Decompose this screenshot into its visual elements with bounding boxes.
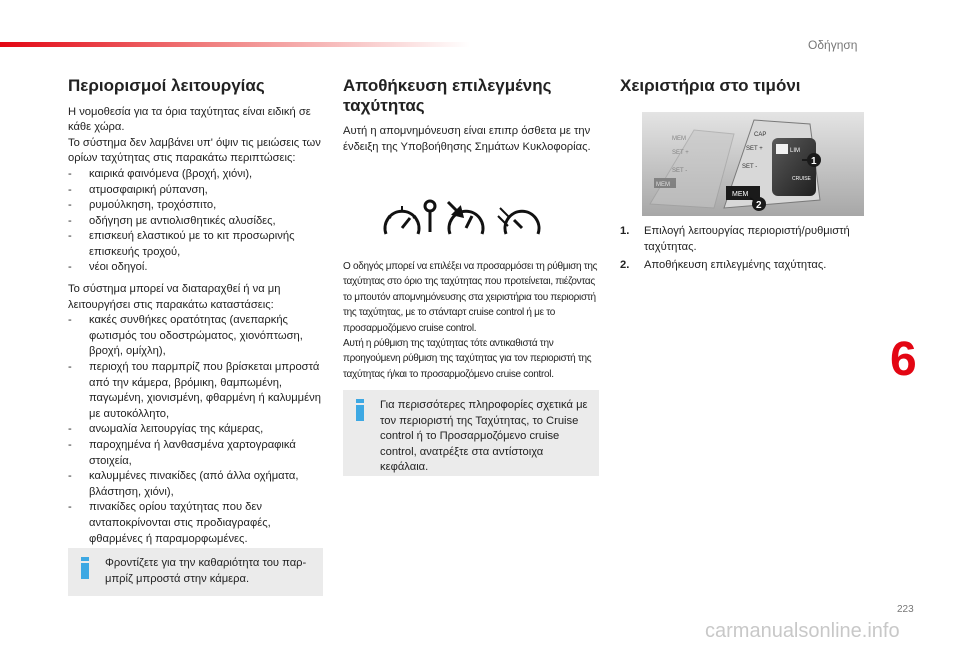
info-text: Φροντίζετε για την καθαριότητα του παρ-μπρίζ μπροστά στην κάμερα. — [105, 557, 307, 585]
limits-intro-2: Το σύστημα δεν λαμβάνει υπ' όψιν τις μειώσεις των ορίων ταχύτητας στις παρακάτω περιπτώσεις: — [68, 136, 321, 165]
info-box-more — [343, 390, 599, 476]
store-speed-heading: Αποθήκευση επιλεγμένης ταχύτητας — [343, 76, 552, 115]
controls-legend — [620, 224, 882, 274]
header-accent-bar — [0, 42, 470, 47]
ghost-set-minus-label: SET - — [672, 168, 688, 174]
info-text: Για περισσότερες πληροφορίες σχετικά με τον περιοριστή της Ταχύτητας, το Cruise control ή το Προσαρμοζόμενο cruise control, ανατρέξτε στα αντίστοιχα κεφάλαια. — [380, 399, 588, 474]
speed-pictograms — [378, 194, 548, 242]
controls-heading: Χειριστήρια στο τιμόνι — [620, 76, 801, 95]
list-item: - νέοι οδηγοί. — [68, 260, 326, 276]
ghost-mem-label: MEM — [656, 182, 670, 188]
ghost-set-plus-label: SET + — [672, 150, 689, 156]
cruise-label: CRUISE — [792, 176, 811, 182]
column-functional-limits — [68, 76, 326, 547]
list-item: 1. Επιλογή λειτουργίας περιοριστή/ρυθμιστή ταχύτητας. — [620, 225, 850, 253]
chapter-number: 6 — [890, 333, 917, 386]
list-item: - παροχημένα ή λανθασμένα χαρτογραφικά στοιχεία, — [68, 438, 326, 469]
mem-button-label: MEM — [732, 191, 749, 198]
list-item: - πινακίδες ορίου ταχύτητας που δεν ανταποκρίνονται στις προδιαγραφές, φθαρμένες ή παραμορφωμένες. — [68, 500, 326, 547]
list-item: - ανωμαλία λειτουργίας της κάμερας, — [68, 422, 326, 438]
info-icon — [81, 557, 89, 579]
limits-list-1 — [68, 167, 326, 276]
limits-heading: Περιορισμοί λειτουργίας — [68, 76, 265, 95]
list-item: - περιοχή του παρμπρίζ που βρίσκεται μπροστά από την κάμερα, βρόμικη, θαμπωμένη, παγωμένη, χιονισμένη, φθαρμένη ή καλυμμένη με αυτοκόλλητο, — [68, 360, 326, 422]
set-minus-label: SET - — [742, 164, 758, 170]
list-item: - ατμοσφαιρική ρύπανση, — [68, 183, 326, 199]
list-item: - οδήγηση με αντιολισθητικές αλυσίδες, — [68, 214, 326, 230]
speedometer-motion-icon — [498, 208, 539, 234]
svg-text:2: 2 — [756, 200, 762, 211]
list-item: - επισκευή ελαστικού με το κιτ προσωρινής επισκευής τροχού, — [68, 229, 326, 260]
watermark: carmanualsonline.info — [705, 620, 900, 642]
info-icon — [356, 399, 364, 421]
cap-label: CAP — [754, 132, 767, 138]
limits-list-2 — [68, 313, 326, 547]
list-item: - κακές συνθήκες ορατότητας (ανεπαρκής φωτισμός του οδοστρώματος, χιονόπτωση, βροχή, ομίχλη), — [68, 313, 326, 360]
speedometer-pin-icon — [385, 201, 435, 234]
list-item: - καλυμμένες πινακίδες (από άλλα οχήματα, βλάστηση, χιόνι), — [68, 469, 326, 500]
ghost-mem-label-top: MEM — [672, 136, 686, 142]
store-speed-intro: Αυτή η απομνημόνευση είναι επιπρ όσθετα με την ένδειξη της Υποβοήθησης Σημάτων Κυκλοφορίας. — [343, 125, 591, 153]
store-speed-body — [343, 259, 601, 382]
page-number: 223 — [897, 604, 914, 615]
column-store-speed — [343, 76, 599, 155]
list-item: - ρυμούλκηση, τροχόσπιτο, — [68, 198, 326, 214]
set-plus-label: SET + — [746, 146, 763, 152]
steering-stalk-illustration — [642, 112, 864, 216]
info-box-camera — [68, 548, 323, 596]
lim-label: LIM — [790, 148, 801, 154]
store-speed-body-1: Ο οδηγός μπορεί να επιλέξει να προσαρμόσει τη ρύθμιση της ταχύτητας στο όριο της ταχύτητας που προτείνεται, πιέζοντας το μπουτόν απομνημόνευσης στα χειριστήρια του περιοριστή της ταχύτητας, με το στάνταρτ cruise control ή με το προσαρμοζόμενο cruise control. — [343, 261, 598, 334]
limits-intro-1: Η νομοθεσία για τα όρια ταχύτητας είναι ειδική σε κάθε χώρα. — [68, 105, 311, 134]
list-item: - καιρικά φαινόμενα (βροχή, χιόνι), — [68, 167, 326, 183]
speedometer-adjust-icon — [448, 202, 483, 234]
svg-text:1: 1 — [811, 156, 817, 167]
section-title: Οδήγηση — [808, 38, 858, 52]
list-item: 2. Αποθήκευση επιλεγμένης ταχύτητας. — [620, 259, 827, 272]
store-speed-body-2: Αυτή η ρύθμιση της ταχύτητας τότε αντικαθιστά την προηγούμενη ρύθμιση της ταχύτητας για τον περιοριστή της ταχύτητας ή/και το προσαρμοζόμενο cruise control. — [343, 338, 592, 380]
limits-intro-3: Το σύστημα μπορεί να διαταραχθεί ή να μη λειτουργήσει στις παρακάτω καταστάσεις: — [68, 283, 281, 311]
column-steering-controls — [620, 76, 890, 96]
